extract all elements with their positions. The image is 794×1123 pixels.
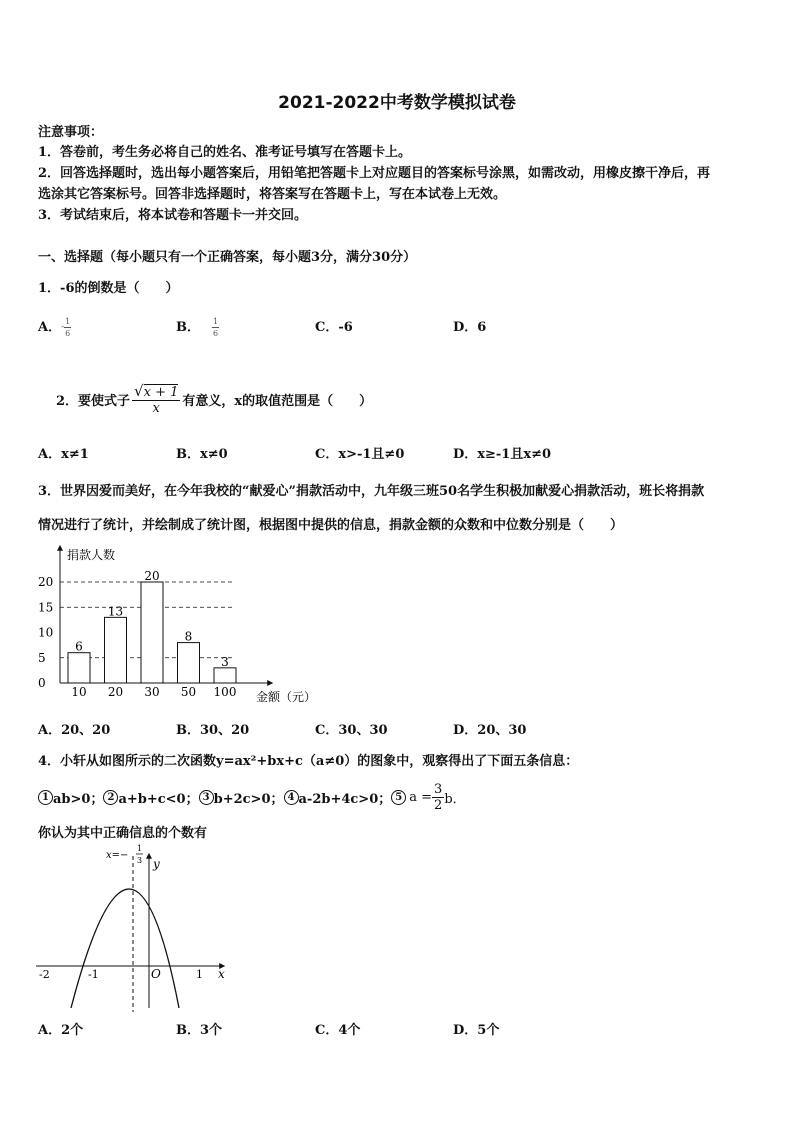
graph-x-label: x	[218, 967, 225, 981]
chart-y-tick-label: 20	[38, 575, 54, 589]
chart-x-tick-label: 100	[213, 685, 237, 699]
question-1-stem: 1．-6的倒数是（ ）	[38, 281, 179, 296]
chart-y-label: 捐款人数	[67, 548, 116, 562]
sqrt-symbol: √	[134, 382, 144, 400]
circled-number: 4	[284, 790, 299, 805]
q4-option-d: D．5个	[453, 1023, 500, 1038]
chart-data-label: 6	[75, 639, 83, 654]
q4-option-b: B．3个	[176, 1023, 223, 1038]
statement-5-fraction	[432, 782, 444, 813]
q3-option-d: D．20、30	[453, 723, 527, 738]
question-2-stem	[56, 382, 372, 416]
statement-5-den: 2	[434, 798, 443, 813]
q3-option-a: A．20、20	[38, 723, 111, 738]
chart-bar	[105, 617, 127, 683]
statement-2: a+b+c<0；	[118, 792, 199, 807]
statement-5-suffix: b．	[444, 792, 466, 807]
question-3-line-1: 3．世界因爱而美好，在今年我校的“献爱心”捐款活动中，九年级三班50名学生积极加献爱心捐款活动，班长将捐款	[38, 484, 705, 499]
q1-a-den: 6	[65, 329, 71, 338]
q3-option-c: C．30、30	[315, 723, 388, 738]
graph-origin-label: O	[151, 967, 161, 981]
chart-data-label: 13	[107, 604, 124, 619]
parabola-graph	[30, 840, 240, 1015]
q1-b-den: 6	[213, 329, 219, 338]
symmetry-axis-num: 1	[137, 844, 143, 853]
circled-number: 1	[38, 790, 53, 805]
graph-tick-minus-2: -2	[39, 968, 50, 981]
bar-chart	[30, 540, 340, 710]
chart-bar	[214, 668, 236, 683]
statement-4: a-2b+4c>0；	[298, 792, 392, 807]
chart-y-tick-label: 0	[38, 676, 46, 690]
notice-item: 1．答卷前，考生务必将自己的姓名、准考证号填写在答题卡上。	[38, 145, 412, 160]
q1-a-num: 1	[65, 317, 71, 326]
parabola-curve	[71, 889, 179, 1008]
q1-option-a-fraction	[64, 316, 71, 339]
chart-bar	[178, 643, 200, 683]
q1-option-b-fraction	[212, 316, 219, 339]
statement-3: b+2c>0；	[213, 792, 284, 807]
chart-x-tick-label: 20	[107, 685, 124, 699]
symmetry-axis-label: x=−	[106, 850, 129, 861]
question-3-line-2: 情况进行了统计，并绘制成了统计图，根据图中提供的信息，捐款金额的众数和中位数分别是（ ）	[38, 518, 624, 533]
q2-prefix: 2．要使式子	[56, 393, 131, 409]
circled-number: 5	[391, 790, 406, 805]
q2-suffix: 有意义，x的取值范围是（ ）	[182, 393, 373, 409]
q1-option-d: D．6	[453, 320, 487, 335]
graph-y-label: y	[153, 857, 160, 871]
q1-option-a-sign: -	[61, 322, 65, 333]
q1-option-b	[176, 316, 219, 339]
chart-data-label: 3	[221, 654, 229, 669]
chart-bar	[141, 582, 163, 683]
question-4-stem: 4．小轩从如图所示的二次函数y=ax²+bx+c（a≠0）的图象中，观察得出了下面五条信息：	[38, 754, 579, 769]
symmetry-axis-den: 3	[137, 856, 143, 865]
notice-item: 2．回答选择题时，选出每小题答案后，用铅笔把答题卡上对应题目的答案标号涂黑，如需改动，用橡皮擦干净后，再	[38, 166, 711, 181]
q2-numerator	[132, 382, 180, 401]
chart-x-tick-label: 30	[144, 685, 160, 699]
circled-number: 2	[103, 790, 118, 805]
graph-tick-minus-1: -1	[88, 968, 99, 981]
question-4-statements	[38, 782, 466, 813]
q2-option-c: C．x>-1且≠0	[315, 447, 405, 462]
chart-y-tick-label: 10	[38, 625, 54, 640]
q4-option-a: A．2个	[38, 1023, 84, 1038]
graph-tick-1: 1	[196, 968, 203, 981]
section-heading: 一、选择题（每小题只有一个正确答案，每小题3分，满分30分）	[38, 250, 417, 265]
notice-heading: 注意事项：	[38, 125, 104, 140]
chart-y-tick-label: 15	[38, 600, 54, 615]
chart-y-ticks	[38, 575, 53, 690]
chart-bars	[68, 569, 236, 699]
statement-5-prefix: a =	[409, 790, 433, 805]
notice-item: 选涂其它答案标号。回答非选择题时，将答案写在答题卡上，写在本试卷上无效。	[38, 187, 507, 202]
q2-option-a: A．x≠1	[38, 447, 89, 462]
q3-option-b: B．30、20	[176, 723, 250, 738]
chart-y-tick-label: 5	[38, 650, 46, 665]
page-title: 2021-2022中考数学模拟试卷	[278, 93, 516, 113]
q1-option-b-label: B．	[176, 320, 200, 335]
q2-radicand: x + 1	[143, 385, 179, 400]
chart-data-label: 20	[144, 569, 160, 583]
chart-x-tick-label: 10	[71, 685, 87, 699]
q1-option-a	[38, 316, 71, 339]
q1-b-num: 1	[213, 317, 219, 326]
chart-x-label: 金额（元）	[256, 690, 317, 704]
chart-data-label: 8	[184, 629, 193, 644]
q1-option-c: C．-6	[315, 320, 353, 335]
q4-option-c: C．4个	[315, 1023, 361, 1038]
q1-option-a-label: A．	[38, 320, 62, 335]
statement-5-num: 3	[434, 782, 443, 797]
q2-denominator: x	[152, 401, 160, 416]
chart-x-tick-label: 50	[180, 685, 197, 699]
q2-option-d: D．x≥-1且x≠0	[453, 447, 552, 462]
q2-option-b: B．x≠0	[176, 447, 228, 462]
notice-item: 3．考试结束后，将本试卷和答题卡一并交回。	[38, 208, 308, 223]
question-4-ask: 你认为其中正确信息的个数有	[38, 826, 208, 841]
circled-number: 3	[199, 790, 214, 805]
chart-bar	[68, 653, 90, 683]
q2-expression	[132, 382, 180, 416]
statement-1: ab>0；	[53, 792, 104, 807]
